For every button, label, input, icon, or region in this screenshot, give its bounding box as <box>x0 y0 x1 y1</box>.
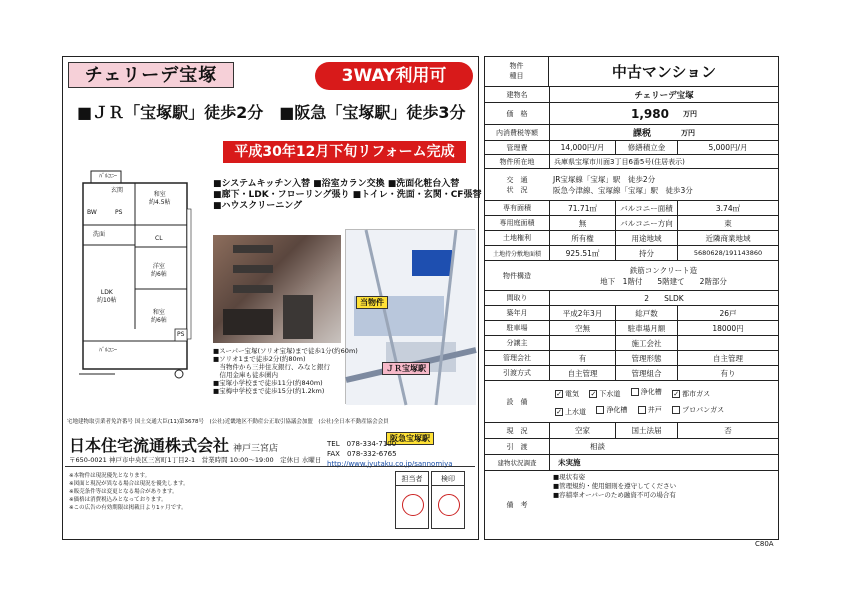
row-label: 築年月 <box>506 309 528 317</box>
map-drawing <box>346 230 476 405</box>
fp-label-bw: BW <box>87 209 97 216</box>
feature-line: ■システムキッチン入替 ■浴室カラン交換 ■洗面化粧台入替 <box>213 179 460 189</box>
disclaimer-line: ※販売条件等は変更となる場合があります。 <box>69 489 178 495</box>
equipment-checklist <box>549 381 778 422</box>
row-value: 無 <box>549 216 615 230</box>
fp-room-balcony-bottom: ﾊﾞﾙｺﾆｰ <box>99 347 118 354</box>
checkbox-icon: ✓ <box>673 389 680 398</box>
floor-plan-drawing <box>75 169 193 381</box>
row-label: 土地持分敷地面積 <box>492 250 541 258</box>
staff-stamp-box <box>395 471 429 529</box>
row-label: 間取り <box>506 294 528 302</box>
check-propane <box>672 402 724 418</box>
row-label: 管理会社 <box>503 354 531 362</box>
divider <box>65 466 475 467</box>
row-value-2: 5,000円/月 <box>677 141 778 154</box>
row-value: チェリーデ宝塚 <box>549 87 778 102</box>
row-label: 専用庭面積 <box>499 219 535 227</box>
check-well <box>638 402 662 418</box>
row-label-2: 管理組合 <box>615 366 677 380</box>
row-label: 設 備 <box>506 397 528 406</box>
nearby-facilities <box>213 347 358 395</box>
row-value: 相談 <box>549 439 778 454</box>
row-label-2: 総戸数 <box>615 306 677 320</box>
row-land-share <box>485 246 778 261</box>
row-developer <box>485 336 778 351</box>
row-value: 自主管理 <box>549 366 615 380</box>
disclaimer-line: ※図面と現況が異なる場合は現況を優先します。 <box>69 481 189 487</box>
transport-line: JR宝塚線「宝塚」駅 徒歩2分 <box>553 174 656 184</box>
nearby-line: ■ソリオ1まで徒歩2分(約80m) <box>213 355 306 363</box>
property-details-panel <box>484 56 779 540</box>
row-label: 物件所在地 <box>499 157 535 166</box>
check-water <box>555 404 586 420</box>
row-value <box>549 103 778 124</box>
price-value: 1,980 <box>631 106 669 121</box>
row-label: 専有面積 <box>503 204 531 212</box>
row-label-2: バルコニー面積 <box>615 201 677 215</box>
row-label: 引 渡 <box>506 442 528 451</box>
check-label: 浄化槽 <box>606 405 628 414</box>
row-fees <box>485 141 778 155</box>
three-way-badge: 3WAY利用可 <box>315 62 473 90</box>
nearby-line: 信用金庫も徒歩圏内 <box>213 371 278 379</box>
row-value <box>549 261 778 290</box>
map-tag-hankyu-station: 阪急宝塚駅 <box>386 432 434 445</box>
row-value: 925.51㎡ <box>549 246 615 260</box>
row-value: 兵庫県宝塚市川面3丁目6番5号(住居表示) <box>549 155 778 168</box>
price-unit: 万円 <box>682 109 697 118</box>
property-type-value: 中古マンション <box>611 63 717 81</box>
company-name-text: 日本住宅流通株式会社 <box>69 436 230 455</box>
row-handover <box>485 439 778 455</box>
row-label-2: 施工会社 <box>615 336 677 350</box>
row-remarks <box>485 471 778 539</box>
disclaimer-line: ※価格は消費税込みとなっております。 <box>69 497 167 503</box>
transport-line: 阪急今津線、宝塚線「宝塚」駅 徒歩3分 <box>553 185 693 195</box>
row-label: 現 況 <box>506 426 528 435</box>
check-label: 都市ガス <box>682 389 711 398</box>
property-title: チェリーデ宝塚 <box>68 62 234 88</box>
staff-stamp-header: 担当者 <box>396 472 428 486</box>
row-value-2: 自主管理 <box>677 351 778 365</box>
row-value: 未実施 <box>549 455 778 470</box>
row-label: 備 考 <box>506 501 528 509</box>
check-label: 電気 <box>565 389 579 398</box>
remark-line: ■現状有姿 <box>553 473 586 481</box>
row-inspection <box>485 455 778 471</box>
row-value-2: 有り <box>677 366 778 380</box>
nearby-line: ■宝梅中学校まで徒歩15分(約1.2km) <box>213 387 325 395</box>
remark-line: ■管理規約・使用細則を遵守してください <box>553 482 677 490</box>
checkbox-icon <box>638 406 646 414</box>
disclaimer-line: ※本物件は現況優先となります。 <box>69 473 151 479</box>
row-value-2: 5680628/191143860 <box>677 246 778 260</box>
row-equipment <box>485 381 778 423</box>
row-structure <box>485 261 778 291</box>
approval-seal-icon <box>438 494 460 516</box>
row-value: 空家 <box>549 423 615 438</box>
fp-label-ps: PS <box>115 209 123 216</box>
row-value: 有 <box>549 351 615 365</box>
row-label-2: 管理形態 <box>615 351 677 365</box>
checkbox-icon <box>672 406 680 414</box>
row-label: 駐車場 <box>506 324 528 332</box>
row-label-2: バルコニー方向 <box>615 216 677 230</box>
address-text: 〒650-0021 神戸市中央区三宮町1丁目2-1 <box>69 456 196 464</box>
reform-banner: 平成30年12月下旬リフォーム完成 <box>223 141 466 163</box>
check-label: プロパンガス <box>682 405 725 414</box>
check-sewer <box>589 386 620 402</box>
map-tag-site: 当物件 <box>356 296 388 309</box>
row-value <box>549 336 615 350</box>
row-value <box>549 169 778 200</box>
row-label: 交 通 状 況 <box>506 175 528 194</box>
fp-room-japanese-small: 和室 約4.5帖 <box>149 191 171 206</box>
row-delivery-method <box>485 366 778 381</box>
row-label: 土地権利 <box>503 234 531 242</box>
company-address <box>69 455 321 464</box>
fp-room-entrance: 玄関 <box>111 187 124 194</box>
fp-room-ps: PS <box>177 331 185 338</box>
check-label: 浄化槽 <box>640 387 662 396</box>
row-parking <box>485 321 778 336</box>
row-tax <box>485 125 778 141</box>
row-value-2: 否 <box>677 423 778 438</box>
row-label-2: 持分 <box>615 246 677 260</box>
business-hours: 営業時間 10:00～19:00 定休日 水曜日 <box>201 456 322 464</box>
row-label: 内消費税等額 <box>496 128 538 137</box>
nearby-line: ■スーパー宝塚(ソリオ宝塚)まで徒歩1分(約60m) <box>213 347 358 355</box>
row-value-2: 3.74㎡ <box>677 201 778 215</box>
checkbox-icon <box>631 388 639 396</box>
flyer-panel <box>62 56 482 540</box>
feature-line: ■廊下・LDK・フローリング張り ■トイレ・洗面・玄関・CF張替 <box>213 190 482 200</box>
row-built <box>485 306 778 321</box>
check-label: 上水道 <box>565 407 586 416</box>
check-electric <box>555 386 579 402</box>
building-photo <box>213 235 341 343</box>
tax-value: 課税 <box>632 129 651 139</box>
row-value-2: 近隣商業地域 <box>677 231 778 245</box>
nearby-line: 当物件から三井住友銀行、みなと銀行 <box>213 363 330 371</box>
structure-line: 地下 1階付 5階建て 2階部分 <box>600 276 727 286</box>
contact-info <box>327 439 453 469</box>
row-label-2: 国土法届 <box>615 423 677 438</box>
row-value-2: 東 <box>677 216 778 230</box>
row-layout <box>485 291 778 306</box>
row-label: 価 格 <box>506 109 528 118</box>
fax: FAX 078-332-6765 <box>327 450 397 458</box>
disclaimers <box>69 472 189 512</box>
company-name <box>69 433 278 456</box>
row-label-2: 用途地域 <box>615 231 677 245</box>
fp-room-western: 洋室 約6帖 <box>151 263 167 278</box>
approval-stamp-box <box>431 471 465 529</box>
disclaimer-line: ※この広告の有効期限は掲載日より1ヶ月です。 <box>69 505 187 511</box>
check-label: 下水道 <box>599 389 621 398</box>
row-value: 所有権 <box>549 231 615 245</box>
row-value-2 <box>677 336 778 350</box>
row-label-2: 修繕積立金 <box>615 141 677 154</box>
check-septic-2 <box>596 402 627 418</box>
row-label: 分譲主 <box>506 339 528 347</box>
website-link[interactable]: http://www.jyutaku.co.jp/sannomiya <box>327 460 453 468</box>
row-garden <box>485 216 778 231</box>
row-management <box>485 351 778 366</box>
tel: TEL 078-334-7100 <box>327 440 397 448</box>
checkbox-icon: ✓ <box>556 389 562 398</box>
approval-stamp-header: 検印 <box>432 472 464 486</box>
renovation-features <box>213 179 481 212</box>
feature-line: ■ハウスクリーニング <box>213 201 303 211</box>
fp-room-japanese-large: 和室 約6帖 <box>151 309 167 324</box>
row-current-status <box>485 423 778 439</box>
property-type-header <box>485 57 778 87</box>
tax-unit: 万円 <box>681 128 695 137</box>
row-value-2: 18000円 <box>677 321 778 335</box>
row-price <box>485 103 778 125</box>
row-transport <box>485 169 778 201</box>
row-label: 建物名 <box>506 90 528 99</box>
row-land-rights <box>485 231 778 246</box>
row-value: 71.71㎡ <box>549 201 615 215</box>
nearby-line: ■宝塚小学校まで徒歩11分(約840m) <box>213 379 323 387</box>
check-label: 井戸 <box>647 405 662 414</box>
structure-line: 鉄筋コンクリート造 <box>629 265 698 275</box>
station-access: ■ＪＲ「宝塚駅」徒歩2分 ■阪急「宝塚駅」徒歩3分 <box>77 103 466 122</box>
row-label: 物件構造 <box>503 271 531 280</box>
staff-seal-icon <box>402 494 424 516</box>
row-value <box>549 125 778 140</box>
fp-room-closet: CL <box>155 235 163 242</box>
license-note: 宅地建物取引業者免許番号 国土交通大臣(11)第3678号 (公社)近畿地区不動産公正取引協議会加盟 (公社)全日本不動産協会会員 <box>67 419 389 425</box>
row-area <box>485 201 778 216</box>
page-code: C80A <box>755 540 774 548</box>
map-tag-jr-station: ＪＲ宝塚駅 <box>382 362 430 375</box>
remarks-list <box>549 471 778 539</box>
fp-room-washroom: 洗面 <box>93 231 106 238</box>
checkbox-icon <box>596 406 604 414</box>
floor-plan <box>75 169 193 381</box>
fp-room-ldk: LDK 約10帖 <box>97 289 117 304</box>
row-value-2: 26戸 <box>677 306 778 320</box>
branch-name: 神戸三宮店 <box>233 444 279 454</box>
row-value: 2 SLDK <box>549 291 778 305</box>
property-type-label: 物件 種目 <box>485 57 549 87</box>
row-value: 平成2年3月 <box>549 306 615 320</box>
area-map <box>345 229 475 443</box>
fp-room-balcony-top: ﾊﾞﾙｺﾆｰ <box>99 173 118 180</box>
checkbox-icon: ✓ <box>590 389 597 398</box>
row-value: 空無 <box>549 321 615 335</box>
row-label-2: 駐車場月額 <box>615 321 677 335</box>
row-building-name <box>485 87 778 103</box>
check-city-gas <box>672 386 710 402</box>
remark-line: ■容積率オーバーのため融資不可の場合有 <box>553 491 676 499</box>
row-label: 管理費 <box>506 143 528 152</box>
row-location <box>485 155 778 169</box>
check-septic <box>631 384 662 400</box>
row-label: 引渡方式 <box>503 369 531 377</box>
row-label: 建物状況調査 <box>497 459 537 467</box>
row-value: 14,000円/月 <box>549 141 615 154</box>
checkbox-icon: ✓ <box>556 407 562 416</box>
